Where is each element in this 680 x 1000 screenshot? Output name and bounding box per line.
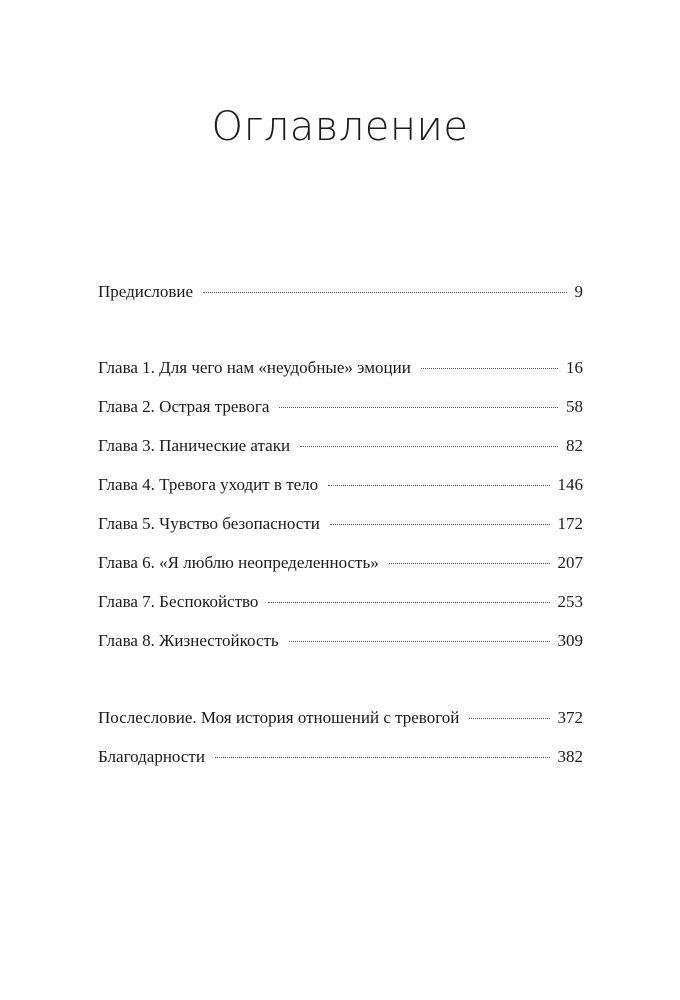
toc-entry-page: 9 [574,282,583,301]
toc-entry-page: 207 [557,553,583,572]
dot-leader [300,446,558,447]
toc-entry-label: Глава 4. Тревога уходит в тело [98,475,319,494]
toc-entry-page: 382 [557,747,583,766]
toc-entry-label: Предисловие [98,282,194,301]
toc-entry-label: Глава 2. Острая тревога [98,397,270,416]
toc-entry-label: Благодарности [98,747,205,766]
toc-entry-label: Глава 8. Жизнестойкость [98,631,279,650]
toc-entry-chapter-2 [98,397,583,419]
dot-leader [279,407,558,408]
dot-leader [330,524,550,525]
toc-entry-page: 16 [566,358,583,377]
toc-entry-label: Глава 5. Чувство безопасности [98,514,320,533]
toc-entry-label: Глава 6. «Я люблю неопределенность» [98,553,379,572]
dot-leader [215,757,550,758]
toc-entry-chapter-5 [98,514,583,536]
dot-leader [469,718,549,719]
dot-leader [421,368,558,369]
toc-entry-label: Глава 1. Для чего нам «неудобные» эмоции [98,358,411,377]
dot-leader [328,485,549,486]
toc-entry-label: Глава 7. Беспокойство [98,592,259,611]
toc-entry-label: Послесловие. Моя история отношений с тревогой [98,708,460,727]
toc-entry-page: 146 [557,475,583,494]
toc-entry-page: 58 [566,397,583,416]
toc-entry-page: 82 [566,436,583,455]
toc-entry-label: Глава 3. Панические атаки [98,436,291,455]
toc-entry-page: 172 [557,514,583,533]
dot-leader [268,602,549,603]
toc-entry-acknowledgments [98,747,583,769]
toc-entry-page: 372 [557,708,583,727]
dot-leader [389,563,550,564]
dot-leader [289,641,550,642]
toc-entry-chapter-3 [98,436,583,458]
page-title: Оглавление [211,104,469,150]
toc-entry-preface [98,282,583,304]
toc-entry-page: 253 [557,592,583,611]
toc-entry-chapter-4 [98,475,583,497]
toc-entry-afterword [98,708,583,730]
toc-entry-chapter-1 [98,358,583,380]
toc-entry-chapter-8 [98,631,583,653]
toc-entry-chapter-7 [98,592,583,614]
toc-entry-chapter-6 [98,553,583,575]
toc-entry-page: 309 [557,631,583,650]
dot-leader [203,292,566,293]
